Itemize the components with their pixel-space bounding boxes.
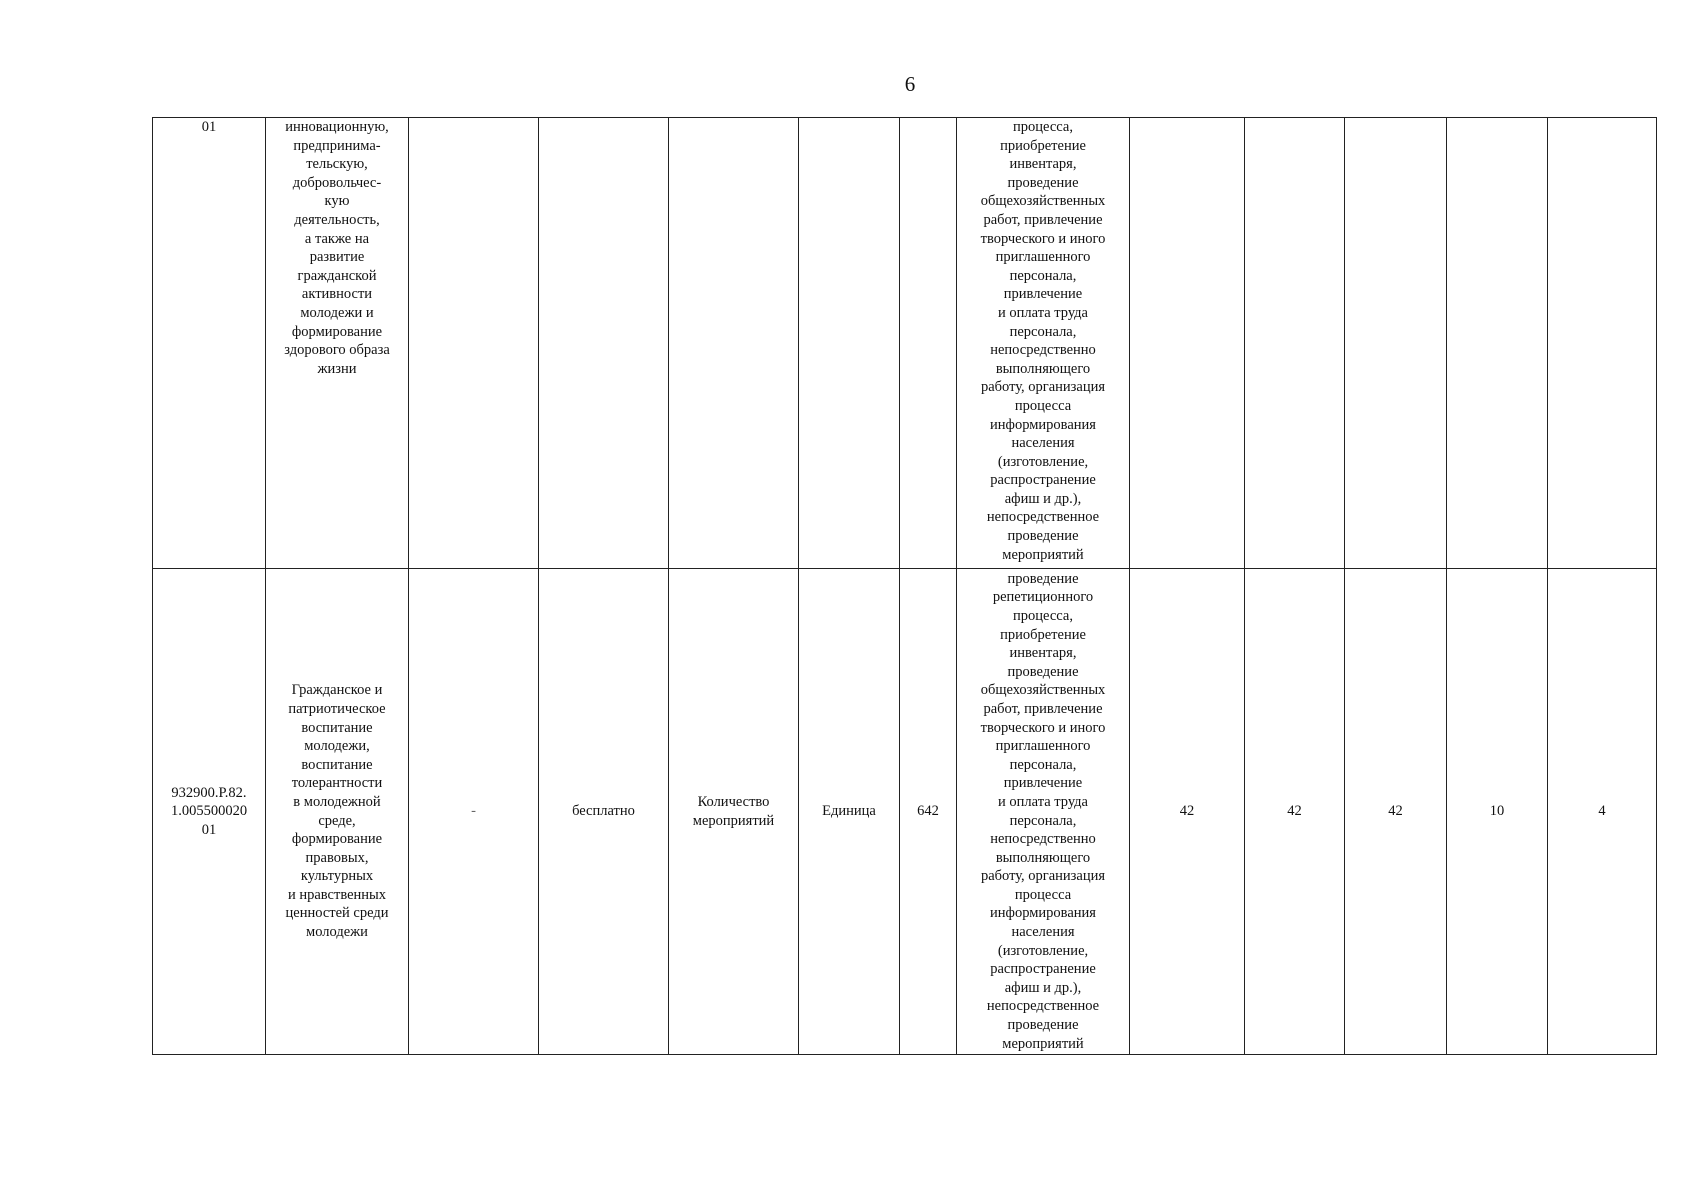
cell-value-3: 42	[1345, 569, 1447, 1055]
cell-value-1: 42	[1130, 569, 1245, 1055]
cell-value-4: 10	[1447, 569, 1548, 1055]
cell-empty	[669, 118, 799, 569]
cell-category: -	[409, 569, 539, 1055]
cell-service-name: инновационную, предпринима- тельскую, добровольчес- кую деятельность, а также на развитие гражданской активности молодежи и формирование здорового образа жизни	[266, 118, 409, 569]
cell-empty	[409, 118, 539, 569]
cell-empty	[1245, 118, 1345, 569]
cell-okei-code: 642	[900, 569, 957, 1055]
cell-value-5: 4	[1548, 569, 1657, 1055]
services-table	[152, 117, 1657, 1055]
table-row-service	[153, 569, 1657, 1055]
cell-registry-code: 932900.Р.82. 1.005500020 01	[153, 569, 266, 1055]
cell-service-name: Гражданское и патриотическое воспитание молодежи, воспитание толерантности в молодежной среде, формирование правовых, культурных и нравственных ценностей среди молодежи	[266, 569, 409, 1055]
cell-empty	[900, 118, 957, 569]
cell-work-content: процесса, приобретение инвентаря, проведение общехозяйственных работ, привлечение творческого и иного приглашенного персонала, привлечение и оплата труда персонала, непосредственно выполняющего работу, организация процесса информирования населения (изготовление, распространение афиш и др.), непосредственное проведение мероприятий	[957, 118, 1130, 569]
cell-empty	[1447, 118, 1548, 569]
cell-registry-code: 01	[153, 118, 266, 569]
cell-payment: бесплатно	[539, 569, 669, 1055]
cell-empty	[539, 118, 669, 569]
cell-empty	[1345, 118, 1447, 569]
cell-work-content: проведение репетиционного процесса, приобретение инвентаря, проведение общехозяйственных работ, привлечение творческого и иного приглашенного персонала, привлечение и оплата труда персонала, непосредственно выполняющего работу, организация процесса информирования населения (изготовление, распространение афиш и др.), непосредственное проведение мероприятий	[957, 569, 1130, 1055]
table-row-continuation	[153, 118, 1657, 569]
cell-empty	[1548, 118, 1657, 569]
cell-empty	[1130, 118, 1245, 569]
cell-indicator: Количество мероприятий	[669, 569, 799, 1055]
page-number: 6	[904, 72, 916, 96]
cell-unit: Единица	[799, 569, 900, 1055]
cell-empty	[799, 118, 900, 569]
cell-value-2: 42	[1245, 569, 1345, 1055]
